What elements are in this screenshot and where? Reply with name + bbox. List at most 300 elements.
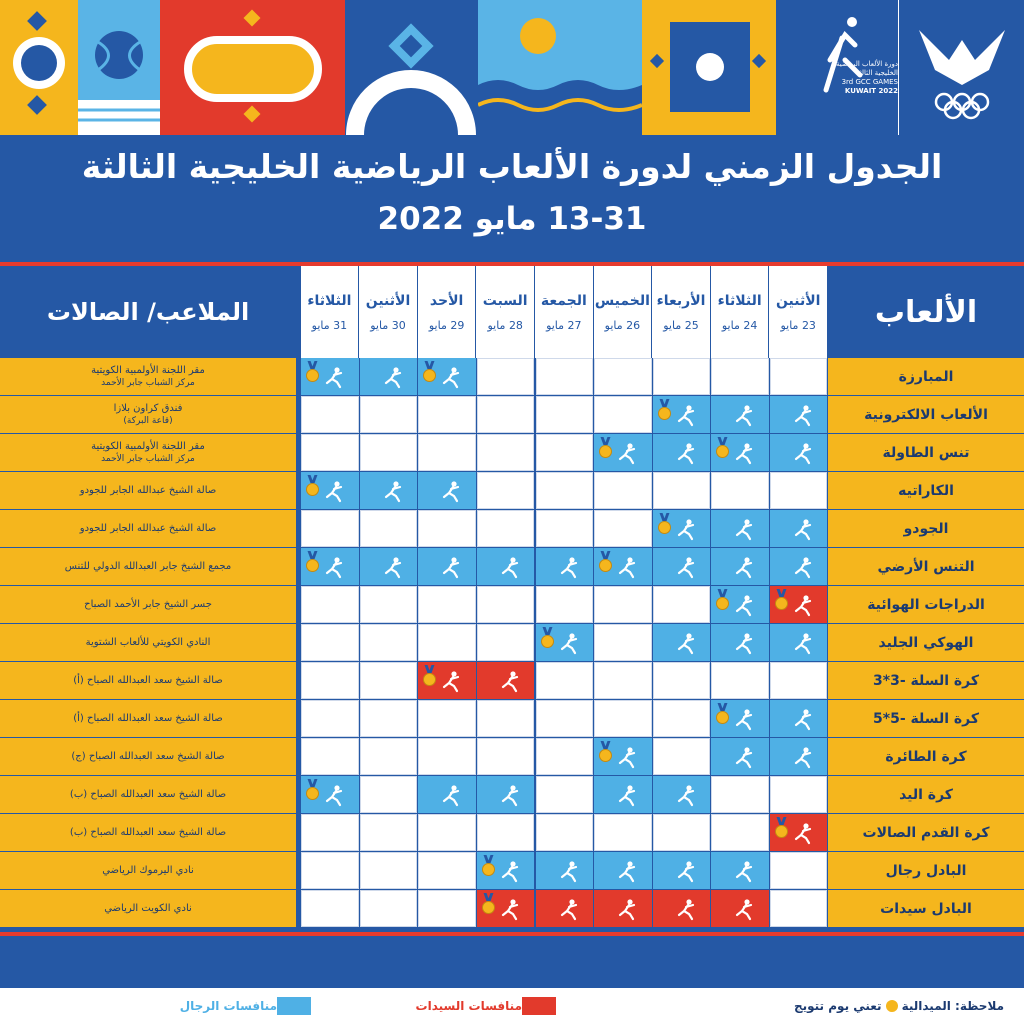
olympic-committee-logo xyxy=(898,0,1024,135)
schedule-cell xyxy=(711,738,769,775)
day-date: 28 مايو xyxy=(487,318,523,332)
day-name: الأثنين xyxy=(365,292,411,309)
judo-icon xyxy=(674,517,698,541)
schedule-cell xyxy=(653,548,711,585)
sport-name: كرة القدم الصالات xyxy=(828,814,1024,851)
volleyball-icon xyxy=(615,745,639,769)
schedule-cell xyxy=(536,548,594,585)
day-name: الجمعة xyxy=(540,292,587,309)
schedule-cell xyxy=(770,548,828,585)
sport-name: المبارزة xyxy=(828,358,1024,395)
schedule-cell xyxy=(301,624,359,661)
ice-hockey-icon xyxy=(732,631,756,655)
table-row xyxy=(0,738,1024,776)
day-header xyxy=(652,266,711,358)
schedule-cell xyxy=(360,890,418,927)
schedule-cell xyxy=(360,548,418,585)
venue-name xyxy=(0,662,296,699)
table-row xyxy=(0,890,1024,928)
day-header xyxy=(359,266,418,358)
day-name: الثلاثاء xyxy=(717,292,762,309)
table-row xyxy=(0,624,1024,662)
table-row xyxy=(0,700,1024,738)
medal-icon xyxy=(886,1000,898,1012)
page-title: الجدول الزمني لدورة الألعاب الرياضية الخليجية الثالثة xyxy=(81,147,943,186)
schedule-cell xyxy=(536,396,594,433)
schedule-cell xyxy=(770,890,828,927)
tennis-icon xyxy=(732,555,756,579)
schedule-cell xyxy=(360,700,418,737)
table-row xyxy=(0,510,1024,548)
medal-icon xyxy=(423,369,436,382)
medal-icon xyxy=(599,749,612,762)
schedule-cell xyxy=(594,396,652,433)
legend-note xyxy=(794,988,1004,1024)
table-tennis-icon xyxy=(615,441,639,465)
basketball-icon xyxy=(791,707,815,731)
logo-en2: KUWAIT 2022 xyxy=(844,87,898,95)
sport-name: كرة السلة -5*5 xyxy=(828,700,1024,737)
table-row xyxy=(0,396,1024,434)
target-icon xyxy=(642,0,776,135)
venue-main: صالة الشيخ سعد العبدالله الصباح (أ) xyxy=(73,674,223,686)
esports-icon xyxy=(791,403,815,427)
day-date: 23 مايو xyxy=(780,318,816,332)
medal-icon xyxy=(306,559,319,572)
sport-name: كرة اليد xyxy=(828,776,1024,813)
track-icon xyxy=(160,0,345,135)
schedule-cell xyxy=(477,548,535,585)
sport-name: البادل سيدات xyxy=(828,890,1024,927)
legend-women xyxy=(416,988,564,1024)
fencing-icon xyxy=(381,365,405,389)
schedule-cell xyxy=(301,358,359,395)
day-name: السبت xyxy=(482,292,528,309)
schedule-cell xyxy=(653,814,711,851)
padel-icon xyxy=(557,897,581,921)
tennis-ball-icon xyxy=(78,0,160,135)
day-name: الأربعاء xyxy=(656,292,706,309)
schedule-cell xyxy=(418,510,476,547)
ice-hockey-icon xyxy=(674,631,698,655)
venues-column-header: الملاعب/ الصالات xyxy=(46,298,250,326)
gcc-games-logo xyxy=(790,0,898,135)
padel-icon xyxy=(732,897,756,921)
venue-name xyxy=(0,814,296,851)
schedule-cell xyxy=(418,548,476,585)
ice-hockey-icon xyxy=(791,631,815,655)
schedule-cell xyxy=(594,472,652,509)
day-header xyxy=(418,266,477,358)
schedule-cell xyxy=(536,510,594,547)
decor-tile-2 xyxy=(78,0,160,135)
schedule-cell xyxy=(477,776,535,813)
day-header xyxy=(769,266,828,358)
tennis-icon xyxy=(674,555,698,579)
schedule-cell xyxy=(711,852,769,889)
basketball-icon xyxy=(732,707,756,731)
schedule-cell xyxy=(360,434,418,471)
medal-icon xyxy=(716,445,729,458)
basketball-icon xyxy=(439,669,463,693)
sea-icon xyxy=(478,0,642,135)
day-date: 25 مايو xyxy=(663,318,699,332)
schedule-cell xyxy=(301,548,359,585)
games-column-header: الألعاب xyxy=(874,294,978,330)
venue-name xyxy=(0,510,296,547)
legend-men-label: منافسات الرجال xyxy=(179,999,277,1013)
schedule-cell xyxy=(360,852,418,889)
pattern-icon xyxy=(0,0,78,135)
padel-icon xyxy=(732,859,756,883)
schedule-cell xyxy=(418,662,476,699)
day-header xyxy=(476,266,535,358)
schedule-cell xyxy=(653,890,711,927)
day-date: 31 مايو xyxy=(311,318,348,332)
handball-icon xyxy=(615,783,639,807)
logo-ar2: الخليجية الثالثة xyxy=(856,69,898,77)
schedule-cell xyxy=(536,434,594,471)
venue-name xyxy=(0,358,296,395)
schedule-cell xyxy=(477,510,535,547)
venue-sub: (قاعة البركة) xyxy=(123,415,173,426)
venue-main: صالة الشيخ سعد العبدالله الصباح (ج) xyxy=(71,750,225,762)
schedule-cell xyxy=(477,434,535,471)
schedule-cell xyxy=(301,662,359,699)
schedule-cell xyxy=(711,662,769,699)
medal-icon xyxy=(306,787,319,800)
schedule-cell xyxy=(418,472,476,509)
schedule-cell xyxy=(477,396,535,433)
schedule-cell xyxy=(536,472,594,509)
cycling-icon xyxy=(732,593,756,617)
decor-tile-3 xyxy=(160,0,345,135)
day-date: 27 مايو xyxy=(546,318,582,332)
schedule-cell xyxy=(418,814,476,851)
arch-icon xyxy=(345,0,478,135)
judo-icon xyxy=(791,517,815,541)
schedule-cell xyxy=(536,776,594,813)
schedule-cell xyxy=(770,776,828,813)
schedule-cell xyxy=(418,396,476,433)
schedule-cell xyxy=(536,738,594,775)
legend-women-label: منافسات السيدات xyxy=(415,999,522,1013)
karate-icon xyxy=(322,479,346,503)
sport-name: الجودو xyxy=(828,510,1024,547)
schedule-cell xyxy=(536,814,594,851)
medal-icon xyxy=(306,369,319,382)
schedule-cell xyxy=(418,738,476,775)
esports-icon xyxy=(674,403,698,427)
tennis-icon xyxy=(557,555,581,579)
medal-icon xyxy=(658,407,671,420)
schedule-cell xyxy=(770,396,828,433)
decor-tile-6 xyxy=(642,0,776,135)
table-tennis-icon xyxy=(674,441,698,465)
schedule-cell xyxy=(711,396,769,433)
fencing-icon xyxy=(439,365,463,389)
schedule-cell xyxy=(301,890,359,927)
table-row xyxy=(0,472,1024,510)
schedule-cell xyxy=(770,586,828,623)
schedule-cell xyxy=(477,586,535,623)
padel-icon xyxy=(615,897,639,921)
schedule-cell xyxy=(770,852,828,889)
venue-main: صالة الشيخ سعد العبدالله الصباح (أ) xyxy=(73,712,223,724)
legend-note-text: تعني يوم تتويج xyxy=(793,999,882,1013)
schedule-cell xyxy=(301,738,359,775)
venue-main: صالة الشيخ عبدالله الجابر للجودو xyxy=(79,522,217,534)
schedule-cell xyxy=(536,852,594,889)
schedule-cell xyxy=(477,472,535,509)
men-swatch xyxy=(277,997,311,1015)
medal-icon xyxy=(716,597,729,610)
venue-name xyxy=(0,434,296,471)
schedule-cell xyxy=(418,890,476,927)
table-row xyxy=(0,434,1024,472)
schedule-cell xyxy=(594,700,652,737)
schedule-cell xyxy=(418,624,476,661)
table-row xyxy=(0,548,1024,586)
medal-icon xyxy=(716,711,729,724)
schedule-cell xyxy=(360,396,418,433)
sport-name: البادل رجال xyxy=(828,852,1024,889)
schedule-cell xyxy=(418,358,476,395)
sport-name: التنس الأرضي xyxy=(828,548,1024,585)
padel-icon xyxy=(674,897,698,921)
tennis-icon xyxy=(615,555,639,579)
schedule-cell xyxy=(594,662,652,699)
schedule-cell xyxy=(418,776,476,813)
decor-tile-4 xyxy=(345,0,478,135)
schedule-cell xyxy=(536,358,594,395)
volleyball-icon xyxy=(791,745,815,769)
table-row xyxy=(0,776,1024,814)
schedule-cell xyxy=(477,358,535,395)
schedule-cell xyxy=(711,510,769,547)
venue-name xyxy=(0,548,296,585)
schedule-cell xyxy=(653,852,711,889)
day-name: الخميس xyxy=(594,292,650,309)
venue-sub: مركز الشباب جابر الأحمد xyxy=(101,453,195,464)
schedule-cell xyxy=(301,510,359,547)
schedule-cell xyxy=(536,662,594,699)
schedule-cell xyxy=(418,700,476,737)
sport-name: الدراجات الهوائية xyxy=(828,586,1024,623)
volleyball-icon xyxy=(732,745,756,769)
handball-icon xyxy=(674,783,698,807)
schedule-cell xyxy=(536,700,594,737)
tennis-icon xyxy=(381,555,405,579)
padel-icon xyxy=(674,859,698,883)
schedule-cell xyxy=(301,586,359,623)
table-tennis-icon xyxy=(791,441,815,465)
day-header xyxy=(594,266,653,358)
schedule-cell xyxy=(653,776,711,813)
ice-hockey-icon xyxy=(557,631,581,655)
schedule-cell xyxy=(301,434,359,471)
logo-ar1: دورة الألعاب الرياضية xyxy=(836,60,898,68)
futsal-icon xyxy=(791,821,815,845)
schedule-cell xyxy=(594,852,652,889)
esports-icon xyxy=(732,403,756,427)
table-tennis-icon xyxy=(732,441,756,465)
medal-icon xyxy=(775,825,788,838)
table-row xyxy=(0,814,1024,852)
day-name: الأحد xyxy=(429,292,464,309)
schedule-cell xyxy=(594,358,652,395)
venue-name xyxy=(0,472,296,509)
eagle-icon xyxy=(899,0,1024,135)
cycling-icon xyxy=(791,593,815,617)
schedule-cell xyxy=(418,586,476,623)
karate-icon xyxy=(439,479,463,503)
schedule-cell xyxy=(711,358,769,395)
basketball-icon xyxy=(498,669,522,693)
medal-icon xyxy=(482,863,495,876)
schedule-cell xyxy=(653,586,711,623)
tennis-icon xyxy=(439,555,463,579)
sport-name: الهوكي الجليد xyxy=(828,624,1024,661)
schedule-cell xyxy=(360,776,418,813)
venue-main: مقر اللجنة الأولمبية الكويتية xyxy=(91,364,205,376)
venue-main: فندق كراون بلازا xyxy=(113,402,183,414)
schedule-cell xyxy=(594,814,652,851)
venue-main: النادي الكويتي للألعاب الشتوية xyxy=(85,636,211,648)
legend-men xyxy=(180,988,319,1024)
schedule-cell xyxy=(360,624,418,661)
medal-icon xyxy=(306,483,319,496)
women-swatch xyxy=(522,997,556,1015)
schedule-cell xyxy=(653,510,711,547)
schedule-cell xyxy=(594,890,652,927)
schedule-cell xyxy=(770,624,828,661)
schedule-cell xyxy=(594,510,652,547)
day-date: 24 مايو xyxy=(721,318,758,332)
tennis-icon xyxy=(791,555,815,579)
medal-icon xyxy=(775,597,788,610)
schedule-cell xyxy=(418,852,476,889)
schedule-cell xyxy=(711,434,769,471)
medal-icon xyxy=(541,635,554,648)
venue-name xyxy=(0,586,296,623)
schedule-cell xyxy=(594,586,652,623)
schedule-cell xyxy=(477,890,535,927)
day-date: 26 مايو xyxy=(604,318,641,332)
decor-tile-1 xyxy=(0,0,78,135)
medal-icon xyxy=(599,559,612,572)
sport-name: الكاراتيه xyxy=(828,472,1024,509)
tennis-icon xyxy=(498,555,522,579)
venue-name xyxy=(0,624,296,661)
padel-icon xyxy=(557,859,581,883)
medal-icon xyxy=(599,445,612,458)
venue-name xyxy=(0,738,296,775)
padel-icon xyxy=(615,859,639,883)
padel-icon xyxy=(498,859,522,883)
schedule-cell xyxy=(594,434,652,471)
table-row xyxy=(0,586,1024,624)
schedule-cell xyxy=(770,814,828,851)
schedule-cell xyxy=(360,510,418,547)
banner xyxy=(0,0,1024,135)
schedule-cell xyxy=(477,738,535,775)
medal-icon xyxy=(482,901,495,914)
schedule-cell xyxy=(653,624,711,661)
decor-tile-5 xyxy=(478,0,642,135)
schedule-cell xyxy=(594,624,652,661)
schedule-cell xyxy=(653,434,711,471)
schedule-cell xyxy=(536,586,594,623)
schedule-cell xyxy=(711,776,769,813)
schedule-cell xyxy=(653,738,711,775)
venue-main: صالة الشيخ عبدالله الجابر للجودو xyxy=(79,484,217,496)
table-row xyxy=(0,662,1024,700)
medal-icon xyxy=(423,673,436,686)
page-subtitle: 13-31 مايو 2022 xyxy=(377,201,647,237)
schedule-cell xyxy=(301,700,359,737)
fencing-icon xyxy=(322,365,346,389)
legend xyxy=(0,988,1024,1024)
venue-name xyxy=(0,890,296,927)
handball-icon xyxy=(439,783,463,807)
schedule-cell xyxy=(360,814,418,851)
schedule-cell xyxy=(653,396,711,433)
table-row xyxy=(0,852,1024,890)
medal-icon xyxy=(658,521,671,534)
schedule-cell xyxy=(360,662,418,699)
schedule-cell xyxy=(711,700,769,737)
schedule-cell xyxy=(301,852,359,889)
day-name: الأثنين xyxy=(775,292,821,309)
schedule-cell xyxy=(477,814,535,851)
padel-icon xyxy=(498,897,522,921)
venue-main: نادي اليرموك الرياضي xyxy=(102,864,194,876)
schedule-cell xyxy=(711,472,769,509)
venue-main: صالة الشيخ سعد العبدالله الصباح (ب) xyxy=(69,788,227,800)
schedule-cell xyxy=(711,586,769,623)
schedule-cell xyxy=(770,700,828,737)
venue-main: صالة الشيخ سعد العبدالله الصباح (ب) xyxy=(69,826,227,838)
tennis-icon xyxy=(322,555,346,579)
schedule-cell xyxy=(360,358,418,395)
venue-main: مقر اللجنة الأولمبية الكويتية xyxy=(91,440,205,452)
day-header xyxy=(301,266,360,358)
schedule-cell xyxy=(360,586,418,623)
logo-en1: 3rd GCC GAMES xyxy=(841,78,898,86)
day-date: 29 مايو xyxy=(428,318,465,332)
schedule-cell xyxy=(301,472,359,509)
schedule-cell xyxy=(770,662,828,699)
schedule-grid xyxy=(0,358,1024,928)
schedule-cell xyxy=(301,814,359,851)
handball-icon xyxy=(322,783,346,807)
schedule-cell xyxy=(653,700,711,737)
schedule-cell xyxy=(770,472,828,509)
venue-name xyxy=(0,700,296,737)
schedule-cell xyxy=(711,890,769,927)
venue-sub: مركز الشباب جابر الأحمد xyxy=(101,377,195,388)
venue-name xyxy=(0,852,296,889)
schedule-cell xyxy=(594,776,652,813)
schedule-cell xyxy=(653,472,711,509)
schedule-cell xyxy=(711,814,769,851)
sport-name: تنس الطاولة xyxy=(828,434,1024,471)
venue-name xyxy=(0,776,296,813)
schedule-cell xyxy=(536,890,594,927)
schedule-cell xyxy=(477,700,535,737)
schedule-cell xyxy=(477,624,535,661)
